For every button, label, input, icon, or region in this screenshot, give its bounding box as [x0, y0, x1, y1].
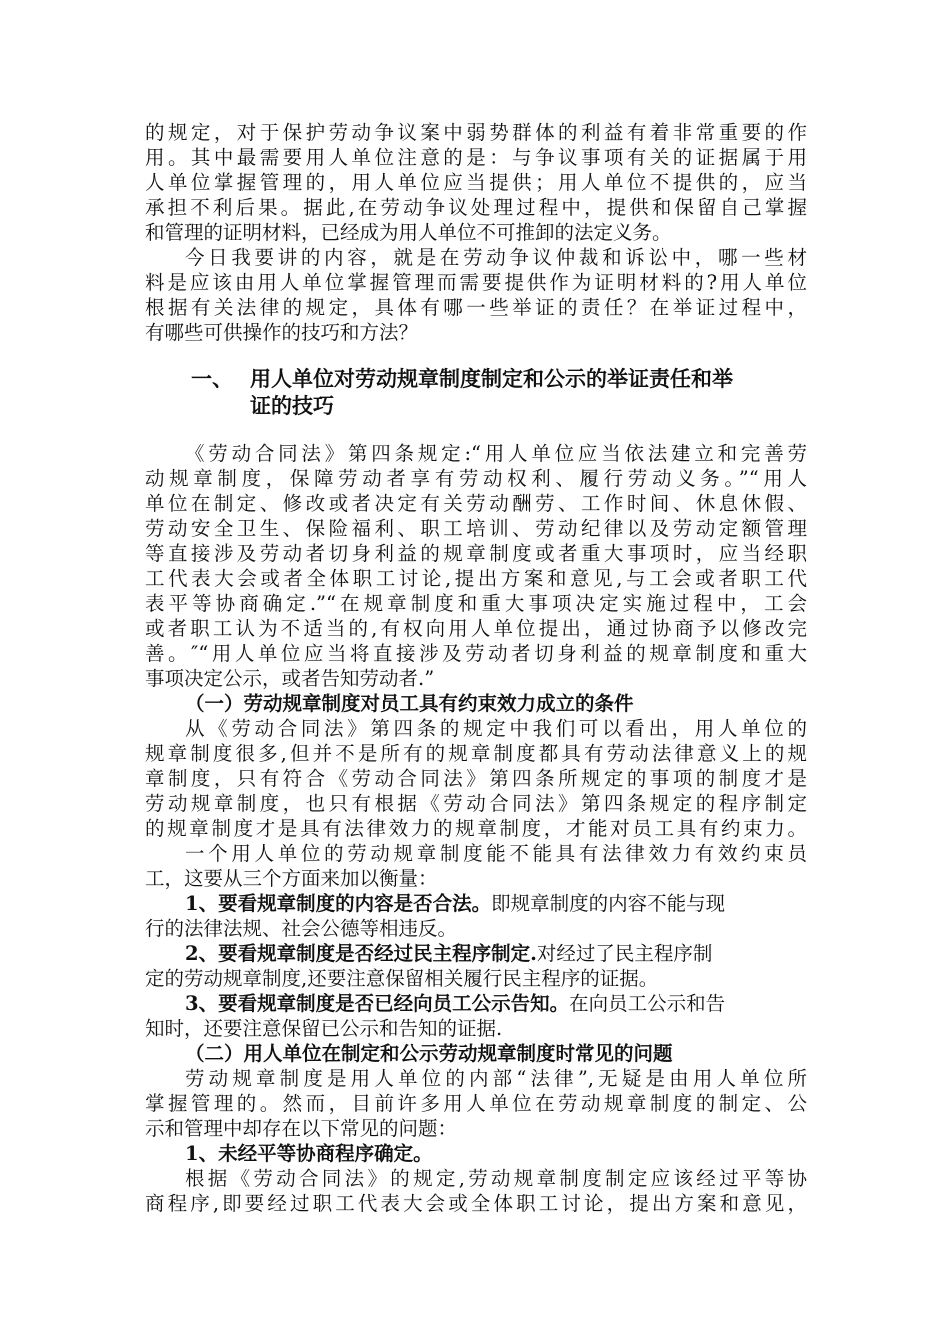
paragraph-6: [145, 1066, 807, 1141]
text-line: 今日我要讲的内容，就是在劳动争议仲裁和诉讼中，哪一些材: [185, 246, 807, 269]
paragraph-2: [145, 245, 807, 345]
text-line: [145, 891, 807, 916]
criterion-item-1: [145, 891, 807, 941]
text-line: 根据有关法律的规定，具体有哪一些举证的责任？在举证过程中，: [145, 296, 807, 319]
text-line: 知时，还要注意保留已公示和告知的证据.: [145, 1017, 503, 1040]
text-line: 行的法律法规、社会公德等相违反。: [145, 917, 458, 940]
item-text: 即规章制度的内容不能与现: [491, 892, 726, 915]
paragraph-1: [145, 120, 807, 245]
text-line: 规章制度很多,但并不是所有的规章制度都具有劳动法律意义上的规: [145, 742, 807, 765]
text-line: 善。″“用人单位应当将直接涉及劳动者切身利益的规章制度和重大: [145, 642, 807, 665]
text-line: 掌握管理的。然而，目前许多用人单位在劳动规章制度的制定、公: [145, 1092, 807, 1115]
bold-lead: 3、要看规章制度是否已经向员工公示告知。: [185, 992, 570, 1015]
text-line: 工代表大会或者全体职工讨论,提出方案和意见,与工会或者职工代: [145, 567, 807, 590]
text-line: 劳动安全卫生、保险福利、职工培训、劳动纪律以及劳动定额管理: [145, 517, 807, 540]
heading-line: 用人单位对劳动规章制度制定和公示的举证责任和举: [250, 366, 733, 391]
paragraph-3: [145, 441, 807, 691]
subheading: （二）用人单位在制定和公示劳动规章制度时常见的问题: [185, 1042, 673, 1065]
criterion-item-3: [145, 991, 807, 1041]
text-line: 单位在制定、修改或者决定有关劳动酬劳、工作时间、休息休假、: [145, 492, 807, 515]
criterion-item-2: [145, 941, 807, 991]
text-line: 和管理的证明材料，已经成为用人单位不可推卸的法定义务。: [145, 221, 672, 244]
text-line: 商程序,即要经过职工代表大会或全体职工讨论，提出方案和意见，: [145, 1192, 807, 1215]
text-line: 的规章制度才是具有法律效力的规章制度，才能对员工具有约束力。: [145, 817, 807, 840]
text-line: 根据《劳动合同法》的规定,劳动规章制度制定应该经过平等协: [185, 1167, 807, 1190]
heading-line: 证的技巧: [250, 393, 334, 418]
text-line: 定的劳动规章制度,还要注意保留相关履行民主程序的证据。: [145, 967, 659, 990]
text-line: 有哪些可供操作的技巧和方法？: [145, 321, 419, 344]
paragraph-7: [145, 1166, 807, 1216]
text-line: [145, 991, 807, 1016]
paragraph-5: [145, 841, 807, 891]
text-line: 工，这要从三个方面来加以衡量：: [145, 867, 438, 890]
text-line: 等直接涉及劳动者切身利益的规章制度或者重大事项时，应当经职: [145, 542, 807, 565]
text-line: 一个用人单位的劳动规章制度能不能具有法律效力有效约束员: [185, 842, 807, 865]
text-line: [145, 941, 807, 966]
section-heading: [145, 365, 807, 419]
text-line: 表平等协商确定.”“在规章制度和重大事项决定实施过程中，工会: [145, 592, 807, 615]
text-line: 《劳动合同法》第四条规定:“用人单位应当依法建立和完善劳: [185, 442, 807, 465]
document-page: [145, 120, 807, 1216]
text-line: 从《劳动合同法》第四条的规定中我们可以看出，用人单位的: [185, 717, 807, 740]
heading-number: 一、: [191, 366, 233, 391]
text-line: 或者职工认为不适当的,有权向用人单位提出，通过协商予以修改完: [145, 617, 807, 640]
text-line: 动规章制度，保障劳动者享有劳动权利、履行劳动义务。”“用人: [145, 467, 807, 490]
paragraph-4: [145, 716, 807, 841]
text-line: 劳动规章制度，也只有根据《劳动合同法》第四条规定的程序制定: [145, 792, 807, 815]
item-text: 在向员工公示和告: [569, 992, 726, 1015]
bold-lead: 1、要看规章制度的内容是否合法。: [185, 892, 492, 915]
problem-item-1: 1、未经平等协商程序确定。: [185, 1142, 433, 1165]
text-line: 劳动规章制度是用人单位的内部“法律”,无疑是由用人单位所: [185, 1067, 807, 1090]
text-line: 料是应该由用人单位掌握管理而需要提供作为证明材料的?用人单位: [145, 271, 807, 294]
text-line: 的规定，对于保护劳动争议案中弱势群体的利益有着非常重要的作: [145, 121, 807, 144]
text-line: 用。其中最需要用人单位注意的是：与争议事项有关的证据属于用: [145, 146, 807, 169]
text-line: 示和管理中却存在以下常见的问题：: [145, 1117, 458, 1140]
text-line: 承担不利后果。据此,在劳动争议处理过程中，提供和保留自己掌握: [145, 196, 807, 219]
text-line: 人单位掌握管理的，用人单位应当提供；用人单位不提供的，应当: [145, 171, 807, 194]
text-line: 事项决定公示，或者告知劳动者.”: [145, 667, 435, 690]
bold-lead: 2、要看规章制度是否经过民主程序制定.: [185, 942, 537, 965]
subheading: （一）劳动规章制度对员工具有约束效力成立的条件: [185, 692, 634, 715]
item-text: 对经过了民主程序制: [536, 942, 713, 965]
text-line: 章制度，只有符合《劳动合同法》第四条所规定的事项的制度才是: [145, 767, 807, 790]
